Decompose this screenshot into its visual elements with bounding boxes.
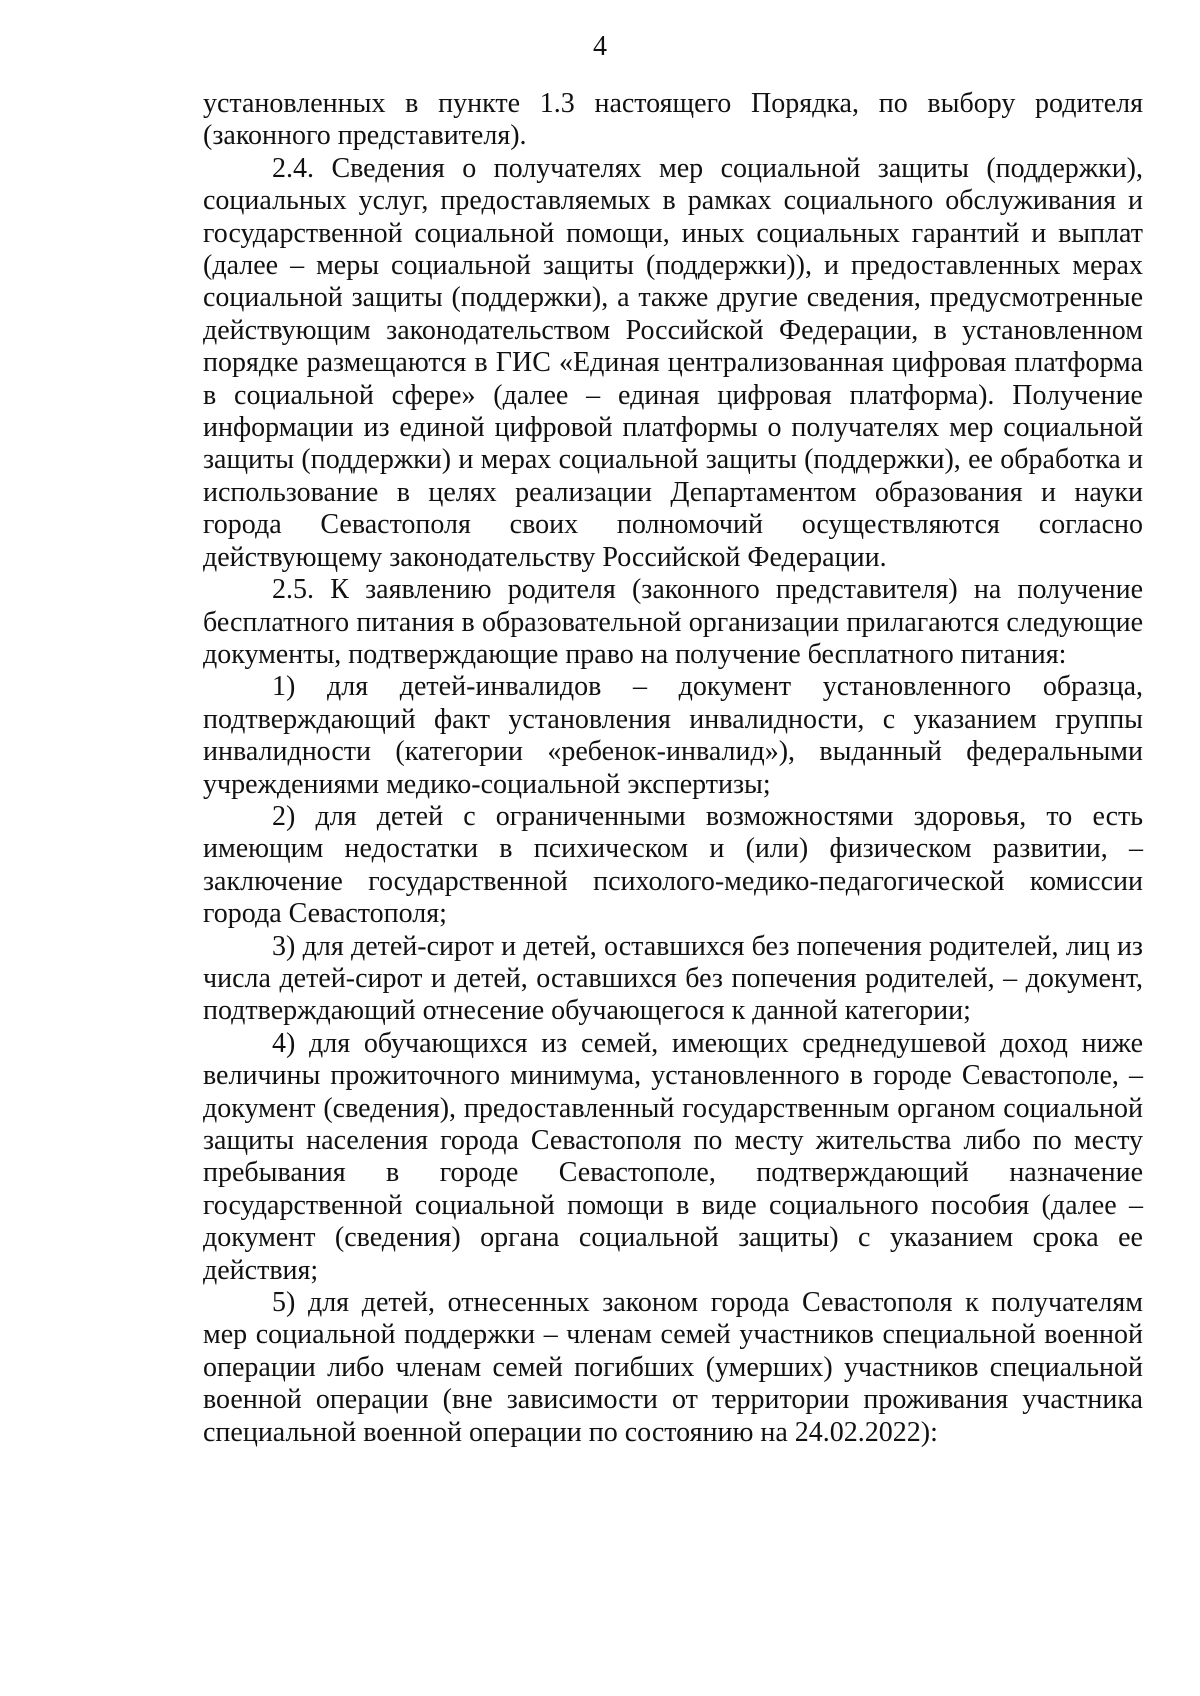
list-item-3: 3) для детей-сирот и детей, оставшихся без попечения родителей, лиц из числа детей-сирот и детей, оставшихся без попечения родителей, – документ, подтверждающий отнесение обучающегося к данной категории; [203, 930, 1143, 1027]
paragraph-2-5: 2.5. К заявлению родителя (законного представителя) на получение бесплатного питания в образовательной организации прилагаются следующие документы, подтверждающие право на получение бесплатного питания: [203, 574, 1143, 670]
paragraph-continuation: установленных в пункте 1.3 настоящего Порядка, по выбору родителя (законного представителя). [203, 88, 1143, 152]
document-body [203, 88, 1143, 1449]
page-number: 4 [593, 31, 607, 62]
paragraph-2-4: 2.4. Сведения о получателях мер социальной защиты (поддержки), социальных услуг, предоставляемых в рамках социального обслуживания и государственной социальной помощи, иных социальных гарантий и выплат (далее – меры социальной защиты (поддержки)), и предоставленных мерах социальной защиты (поддержки), а также другие сведения, предусмотренные действующим законодательством Российской Федерации, в установленном порядке размещаются в ГИС «Единая централизованная цифровая платформа в социальной сфере» (далее – единая цифровая платформа). Получение информации из единой цифровой платформы о получателях мер социальной защиты (поддержки) и мерах социальной защиты (поддержки), ее обработка и использование в целях реализации Департаментом образования и науки города Севастополя своих полномочий осуществляются согласно действующему законодательству Российской Федерации. [203, 152, 1143, 573]
list-item-5: 5) для детей, отнесенных законом города Севастополя к получателям мер социальной поддержки – членам семей участников специальной военной операции либо членам семей погибших (умерших) участников специальной военной операции (вне зависимости от территории проживания участника специальной военной операции по состоянию на 24.02.2022): [203, 1287, 1143, 1448]
list-item-2: 2) для детей с ограниченными возможностями здоровья, то есть имеющим недостатки в психическом и (или) физическом развитии, – заключение государственной психолого-медико-педагогической комиссии города Севастополя; [203, 800, 1143, 930]
list-item-1: 1) для детей-инвалидов – документ установленного образца, подтверждающий факт установления инвалидности, с указанием группы инвалидности (категории «ребенок-инвалид»), выданный федеральными учреждениями медико-социальной экспертизы; [203, 671, 1143, 800]
list-item-4: 4) для обучающихся из семей, имеющих среднедушевой доход ниже величины прожиточного минимума, установленного в городе Севастополе, – документ (сведения), предоставленный государственным органом социальной защиты населения города Севастополя по месту жительства либо по месту пребывания в городе Севастополе, подтверждающий назначение государственной социальной помощи в виде социального пособия (далее – документ (сведения) органа социальной защиты) с указанием срока ее действия; [203, 1027, 1143, 1286]
